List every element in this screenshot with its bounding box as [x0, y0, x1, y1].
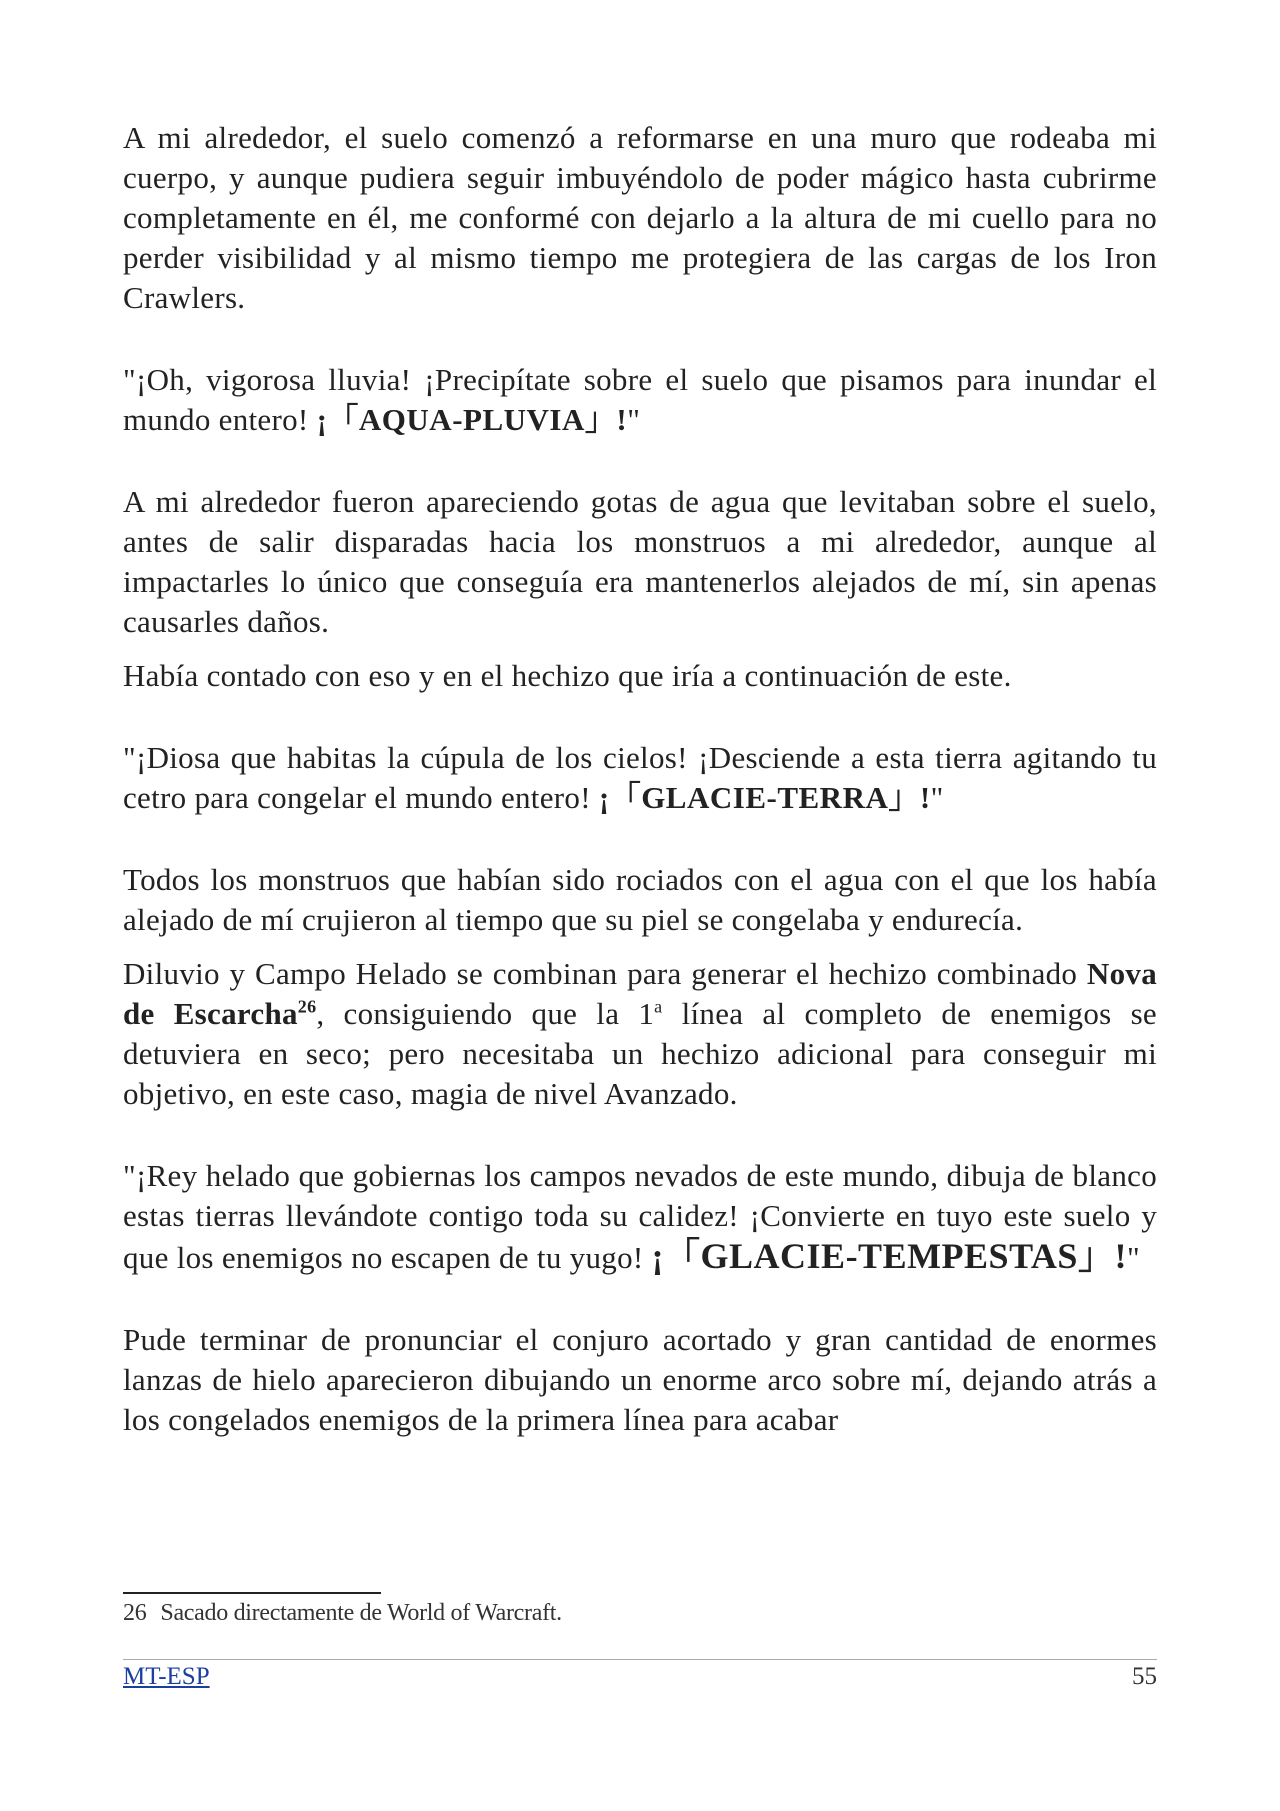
spell-paragraph — [123, 360, 1157, 440]
page-body — [123, 118, 1157, 1440]
footer-divider — [123, 1659, 1157, 1660]
paragraph-text: , consiguiendo que la 1 — [316, 996, 655, 1031]
footnote-number: 26 — [123, 1600, 147, 1626]
paragraph: Había contado con eso y en el hechizo que iría a continuación de este. — [123, 658, 1012, 693]
closing-quote: " — [930, 780, 944, 815]
paragraph: Todos los monstruos que habían sido rociados con el agua con el que los había alejado de mí crujieron al tiempo que su piel se congelaba y endurecía. — [123, 862, 1157, 937]
closing-quote: " — [627, 402, 641, 437]
paragraph: Pude terminar de pronunciar el conjuro acortado y gran cantidad de enormes lanzas de hielo aparecieron dibujando un enorme arco sobre mí, dejando atrás a los congelados enemigos de la primera línea para acabar — [123, 1322, 1157, 1437]
spell-paragraph — [123, 738, 1157, 818]
spell-name: ¡「AQUA-PLUVIA」! — [316, 402, 628, 437]
footnote — [123, 1600, 562, 1627]
paragraph — [123, 954, 1157, 1114]
paragraph-text: "¡Diosa que habitas la cúpula de los cielos! ¡Desciende a esta tierra agitando tu cetro para congelar el mundo entero! — [123, 740, 1157, 815]
paragraph: A mi alrededor, el suelo comenzó a reformarse en una muro que rodeaba mi cuerpo, y aunque pudiera seguir imbuyéndolo de poder mágico hasta cubrirme completamente en él, me conformé con dejarlo a la altura de mi cuello para no perder visibilidad y al mismo tiempo me protegiera de las cargas de los Iron Crawlers. — [123, 120, 1157, 315]
paragraph-text: "¡Oh, vigorosa lluvia! ¡Precipítate sobre el suelo que pisamos para inundar el mundo entero! — [123, 362, 1157, 437]
spell-combo-name: Nova de Escarcha — [123, 956, 1157, 1031]
footnote-text: Sacado directamente de World of Warcraft. — [160, 1600, 562, 1626]
page-number: 55 — [1132, 1663, 1157, 1690]
footnote-divider — [123, 1592, 381, 1594]
paragraph: A mi alrededor fueron apareciendo gotas de agua que levitaban sobre el suelo, antes de salir disparadas hacia los monstruos a mi alrededor, aunque al impactarles lo único que conseguía era mantenerlos alejados de mí, sin apenas causarles daños. — [123, 484, 1157, 639]
spell-paragraph — [123, 1156, 1157, 1278]
paragraph-text: línea al completo de enemigos se detuviera en seco; pero necesitaba un hechizo adicional para conseguir mi objetivo, en este caso, magia de nivel Avanzado. — [123, 996, 1157, 1111]
closing-quote: " — [1126, 1240, 1140, 1275]
spell-name: ¡「GLACIE-TERRA」! — [598, 780, 931, 815]
paragraph-text: "¡Rey helado que gobiernas los campos nevados de este mundo, dibuja de blanco estas tierras llevándote contigo toda su calidez! ¡Convierte en tuyo este suelo y que los enemigos no escapen de tu yugo! — [123, 1158, 1157, 1275]
spell-name: ¡「GLACIE-TEMPESTAS」! — [651, 1236, 1127, 1276]
paragraph-text: Diluvio y Campo Helado se combinan para generar el hechizo combinado — [123, 956, 1087, 991]
footer-link[interactable]: MT-ESP — [123, 1663, 210, 1690]
footnote-ref[interactable]: 26 — [297, 996, 317, 1017]
ordinal-superscript: a — [654, 996, 663, 1017]
